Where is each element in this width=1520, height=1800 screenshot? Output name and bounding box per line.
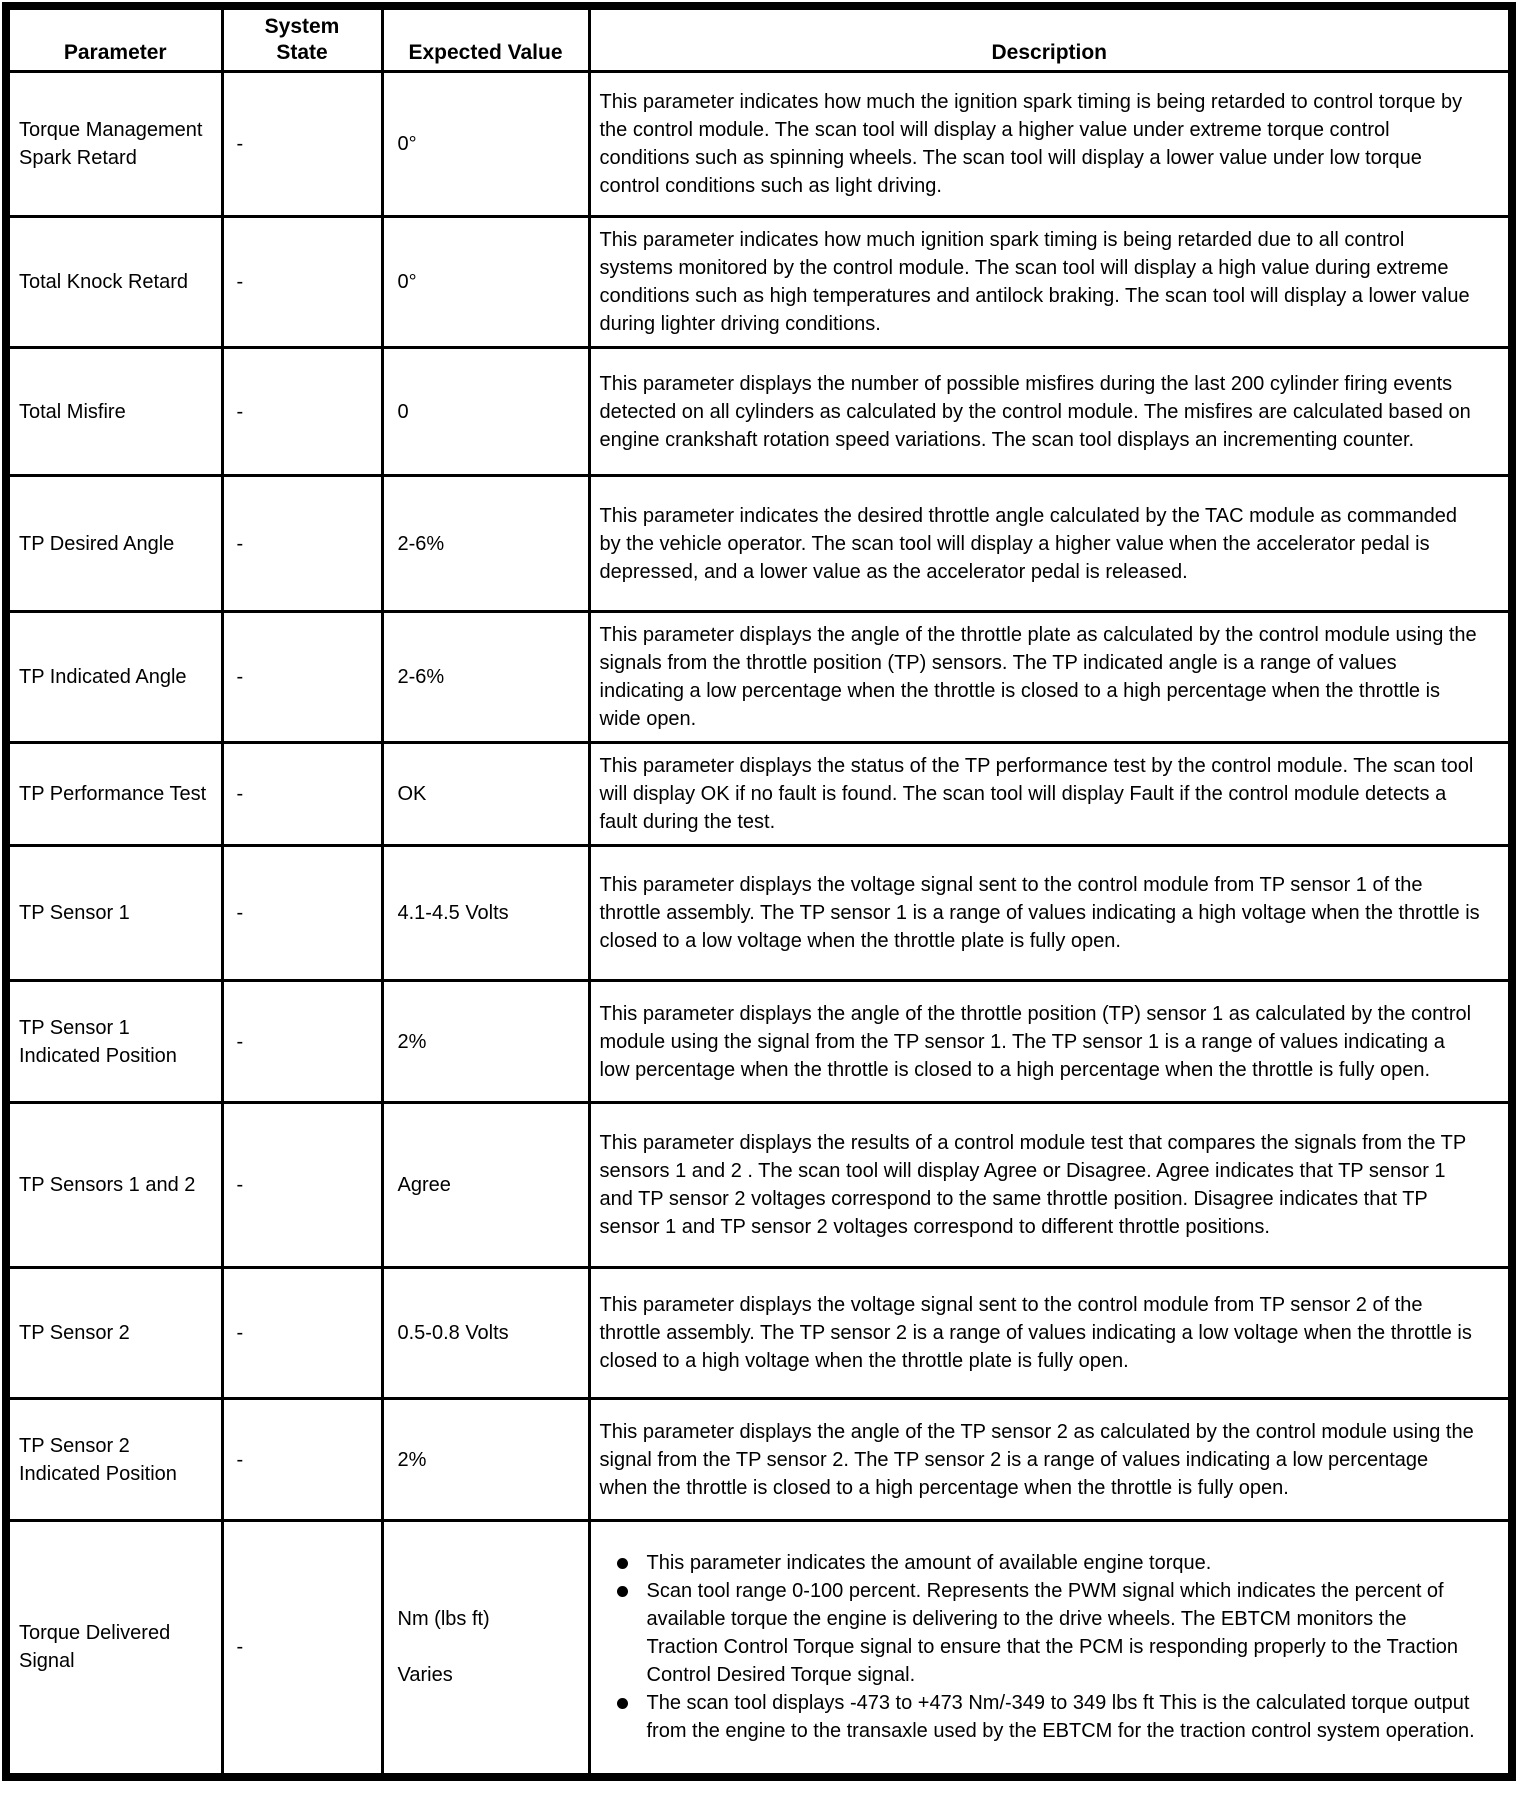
parameter-cell: TP Indicated Angle	[6, 612, 222, 743]
description-cell: This parameter displays the results of a control module test that compares the signals from the TP sensors 1 and 2 . The scan tool will display Agree or Disagree. Agree indicates that TP sensor 1 and TP sensor 2 voltages correspond to the same throttle position. Disagree indicates that TP sensor 1 and TP sensor 2 voltages correspond to different throttle positions.	[589, 1103, 1512, 1268]
description-bullet-list	[600, 1549, 1481, 1745]
expected-value-cell: 4.1-4.5 Volts	[382, 846, 589, 981]
expected-value-line: Varies	[397, 1664, 453, 1687]
system-state-cell: -	[222, 1521, 382, 1777]
system-state-cell: -	[222, 612, 382, 743]
table-row	[6, 476, 1512, 612]
description-cell: This parameter displays the angle of the TP sensor 2 as calculated by the control module using the signal from the TP sensor 2. The TP sensor 2 is a range of values indicating a low percentage when the throttle is closed to a high percentage when the throttle is fully open.	[589, 1399, 1512, 1521]
parameter-cell: TP Sensor 2	[6, 1268, 222, 1399]
table-row	[6, 1399, 1512, 1521]
system-state-cell: -	[222, 72, 382, 217]
description-cell: This parameter displays the status of the TP performance test by the control module. The scan tool will display OK if no fault is found. The scan tool will display Fault if the control module detects a fault during the test.	[589, 743, 1512, 846]
parameter-cell: Total Misfire	[6, 348, 222, 476]
header-parameter: Parameter	[6, 6, 222, 72]
description-cell: This parameter indicates how much ignition spark timing is being retarded due to all control systems monitored by the control module. The scan tool will display a high value during extreme conditions such as high temperatures and antilock braking. The scan tool will display a lower value during lighter driving conditions.	[589, 217, 1512, 348]
expected-value-cell: OK	[382, 743, 589, 846]
description-cell: This parameter indicates how much the ignition spark timing is being retarded to control torque by the control module. The scan tool will display a higher value under extreme torque control conditions such as spinning wheels. The scan tool will display a lower value under low torque control conditions such as light driving.	[589, 72, 1512, 217]
parameter-cell: TP Sensor 1	[6, 846, 222, 981]
table-row	[6, 981, 1512, 1103]
description-cell: This parameter displays the voltage signal sent to the control module from TP sensor 1 of the throttle assembly. The TP sensor 1 is a range of values indicating a high voltage when the throttle is closed to a low voltage when the throttle plate is fully open.	[589, 846, 1512, 981]
table-row	[6, 1103, 1512, 1268]
bullet-item: The scan tool displays -473 to +473 Nm/-349 to 349 lbs ft This is the calculated torque output from the engine to the transaxle used by the EBTCM for the traction control system operation.	[600, 1689, 1481, 1745]
table-row	[6, 348, 1512, 476]
system-state-cell: -	[222, 743, 382, 846]
expected-value-line: Nm (lbs ft)	[397, 1608, 490, 1631]
bullet-item: This parameter indicates the amount of available engine torque.	[600, 1549, 1481, 1577]
expected-value-cell: 2%	[382, 1399, 589, 1521]
system-state-cell: -	[222, 981, 382, 1103]
table-row	[6, 72, 1512, 217]
description-cell: This parameter indicates the desired throttle angle calculated by the TAC module as commanded by the vehicle operator. The scan tool will display a higher value when the accelerator pedal is depressed, and a lower value as the accelerator pedal is released.	[589, 476, 1512, 612]
expected-value-cell: 0	[382, 348, 589, 476]
header-system-state-label: System State	[264, 15, 340, 64]
header-system-state	[222, 6, 382, 72]
description-cell: This parameter displays the angle of the throttle position (TP) sensor 1 as calculated by the control module using the signal from the TP sensor 1. The TP sensor 1 is a range of values indicating a low percentage when the throttle is closed to a high percentage when the throttle is fully open.	[589, 981, 1512, 1103]
system-state-cell: -	[222, 1399, 382, 1521]
table-row	[6, 1268, 1512, 1399]
bullet-item: Scan tool range 0-100 percent. Represents the PWM signal which indicates the percent of available torque the engine is delivering to the drive wheels. The EBTCM monitors the Traction Control Torque signal to ensure that the PCM is responding properly to the Traction Control Desired Torque signal.	[600, 1577, 1481, 1689]
parameter-cell: TP Desired Angle	[6, 476, 222, 612]
parameter-cell: Torque Delivered Signal	[6, 1521, 222, 1777]
expected-value-cell: 2%	[382, 981, 589, 1103]
header-description: Description	[589, 6, 1512, 72]
expected-value-cell: Agree	[382, 1103, 589, 1268]
parameter-cell: TP Sensor 2 Indicated Position	[6, 1399, 222, 1521]
expected-value-cell	[382, 1521, 589, 1777]
header-expected-value: Expected Value	[382, 6, 589, 72]
table-row	[6, 217, 1512, 348]
parameter-cell: TP Sensor 1 Indicated Position	[6, 981, 222, 1103]
system-state-cell: -	[222, 1103, 382, 1268]
system-state-cell: -	[222, 846, 382, 981]
table-row	[6, 846, 1512, 981]
system-state-cell: -	[222, 348, 382, 476]
description-cell: This parameter displays the voltage signal sent to the control module from TP sensor 2 of the throttle assembly. The TP sensor 2 is a range of values indicating a low voltage when the throttle is closed to a high voltage when the throttle plate is fully open.	[589, 1268, 1512, 1399]
expected-value-cell: 0°	[382, 72, 589, 217]
expected-value-cell: 0.5-0.8 Volts	[382, 1268, 589, 1399]
header-row	[6, 6, 1512, 72]
system-state-cell: -	[222, 1268, 382, 1399]
table-row	[6, 743, 1512, 846]
system-state-cell: -	[222, 476, 382, 612]
expected-value-cell: 0°	[382, 217, 589, 348]
table-row	[6, 1521, 1512, 1777]
expected-value-cell: 2-6%	[382, 476, 589, 612]
parameter-cell: TP Sensors 1 and 2	[6, 1103, 222, 1268]
table-row	[6, 612, 1512, 743]
expected-value-cell: 2-6%	[382, 612, 589, 743]
system-state-cell: -	[222, 217, 382, 348]
parameter-cell: TP Performance Test	[6, 743, 222, 846]
description-cell: This parameter displays the number of possible misfires during the last 200 cylinder firing events detected on all cylinders as calculated by the control module. The misfires are calculated based on engine crankshaft rotation speed variations. The scan tool displays an incrementing counter.	[589, 348, 1512, 476]
parameter-cell: Total Knock Retard	[6, 217, 222, 348]
description-cell: This parameter displays the angle of the throttle plate as calculated by the control module using the signals from the throttle position (TP) sensors. The TP indicated angle is a range of values indicating a low percentage when the throttle is closed to a high percentage when the throttle is wide open.	[589, 612, 1512, 743]
scan-tool-data-table	[2, 2, 1516, 1781]
parameter-cell: Torque Management Spark Retard	[6, 72, 222, 217]
description-cell	[589, 1521, 1512, 1777]
